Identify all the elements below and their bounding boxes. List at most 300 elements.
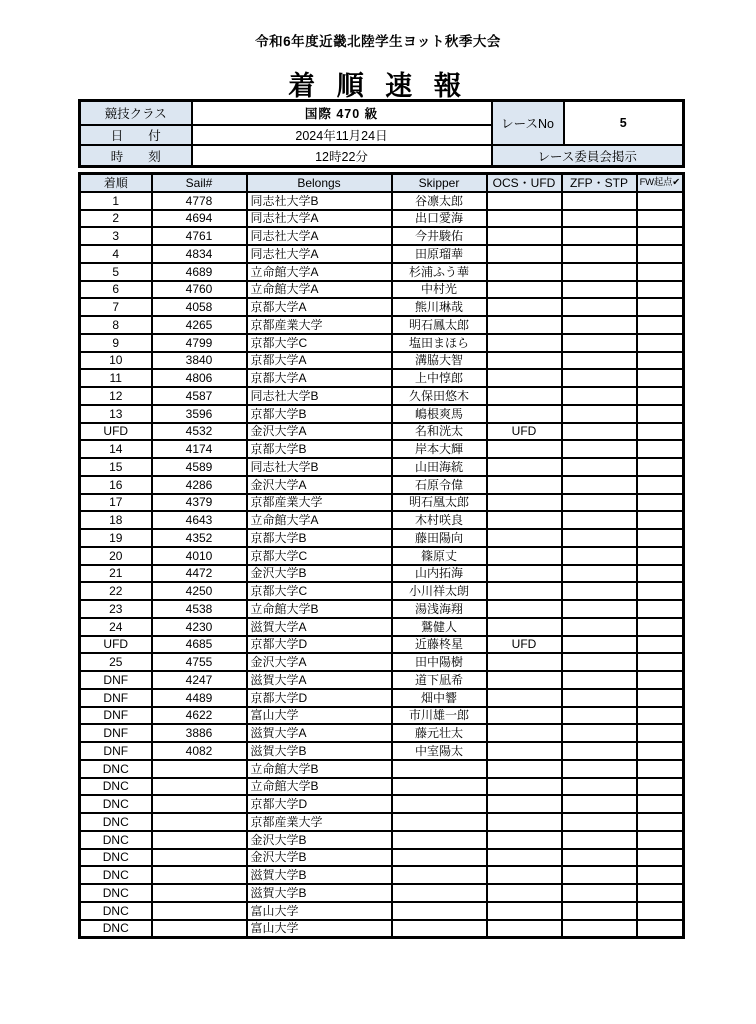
skipper-cell: 中室陽太 — [392, 742, 487, 760]
table-row — [80, 795, 684, 813]
ocs-ufd-cell — [487, 618, 562, 636]
rank-cell: DNC — [80, 778, 152, 796]
skipper-cell: 溝脇大智 — [392, 352, 487, 370]
belongs-cell: 金沢大学B — [247, 849, 392, 867]
sail-number-cell: 4265 — [152, 316, 247, 334]
ocs-ufd-cell — [487, 849, 562, 867]
fw-check-cell — [637, 405, 684, 423]
ocs-ufd-cell — [487, 653, 562, 671]
results-table — [78, 172, 685, 939]
fw-check-cell — [637, 653, 684, 671]
belongs-cell: 立命館大学A — [247, 281, 392, 299]
zfp-stp-cell — [562, 210, 637, 228]
rank-cell: 6 — [80, 281, 152, 299]
table-row — [80, 227, 684, 245]
rank-cell: DNC — [80, 849, 152, 867]
fw-check-cell — [637, 423, 684, 441]
skipper-cell: 道下凪希 — [392, 671, 487, 689]
zfp-stp-cell — [562, 795, 637, 813]
belongs-cell: 同志社大学A — [247, 245, 392, 263]
ocs-ufd-cell — [487, 511, 562, 529]
table-row — [80, 849, 684, 867]
skipper-cell: 上中惇郎 — [392, 369, 487, 387]
table-row — [80, 920, 684, 938]
sail-number-cell — [152, 902, 247, 920]
table-row — [80, 369, 684, 387]
skipper-cell: 山田海統 — [392, 458, 487, 476]
sail-number-cell: 4622 — [152, 707, 247, 725]
ocs-ufd-cell — [487, 582, 562, 600]
ocs-ufd-cell — [487, 902, 562, 920]
skipper-cell: 篠原丈 — [392, 547, 487, 565]
sail-number-cell: 4379 — [152, 494, 247, 512]
rank-cell: DNF — [80, 689, 152, 707]
ocs-ufd-cell — [487, 210, 562, 228]
skipper-cell — [392, 902, 487, 920]
skipper-cell — [392, 866, 487, 884]
ocs-ufd-cell — [487, 458, 562, 476]
fw-check-cell — [637, 547, 684, 565]
zfp-stp-cell — [562, 884, 637, 902]
sail-number-cell — [152, 884, 247, 902]
fw-check-cell — [637, 582, 684, 600]
table-row — [80, 458, 684, 476]
belongs-cell: 同志社大学A — [247, 210, 392, 228]
skipper-cell: 田中陽樹 — [392, 653, 487, 671]
rank-cell: 12 — [80, 387, 152, 405]
skipper-cell — [392, 831, 487, 849]
zfp-stp-cell — [562, 866, 637, 884]
table-row — [80, 334, 684, 352]
zfp-stp-cell — [562, 334, 637, 352]
ocs-ufd-cell — [487, 245, 562, 263]
zfp-stp-cell — [562, 760, 637, 778]
col-header-skipper: Skipper — [392, 174, 487, 192]
belongs-cell: 京都大学B — [247, 529, 392, 547]
ocs-ufd-cell — [487, 742, 562, 760]
skipper-cell: 中村光 — [392, 281, 487, 299]
ocs-ufd-cell — [487, 866, 562, 884]
skipper-cell: 嶋根爽馬 — [392, 405, 487, 423]
ocs-ufd-cell — [487, 192, 562, 210]
zfp-stp-cell — [562, 689, 637, 707]
sail-number-cell — [152, 778, 247, 796]
belongs-cell: 金沢大学A — [247, 423, 392, 441]
fw-check-cell — [637, 636, 684, 654]
belongs-cell: 京都大学D — [247, 795, 392, 813]
table-row — [80, 298, 684, 316]
rank-cell: 2 — [80, 210, 152, 228]
sail-number-cell — [152, 760, 247, 778]
table-row — [80, 831, 684, 849]
table-row — [80, 707, 684, 725]
zfp-stp-cell — [562, 653, 637, 671]
sail-number-cell: 4689 — [152, 263, 247, 281]
rank-cell: DNC — [80, 884, 152, 902]
ocs-ufd-cell — [487, 352, 562, 370]
belongs-cell: 滋賀大学A — [247, 671, 392, 689]
ocs-ufd-cell — [487, 724, 562, 742]
belongs-cell: 滋賀大学A — [247, 724, 392, 742]
page-title: 着 順 速 報 — [288, 71, 468, 101]
rank-cell: 8 — [80, 316, 152, 334]
sail-number-cell: 4472 — [152, 565, 247, 583]
zfp-stp-cell — [562, 920, 637, 938]
sail-number-cell: 4806 — [152, 369, 247, 387]
sail-number-cell: 4685 — [152, 636, 247, 654]
skipper-cell: 湯浅海翔 — [392, 600, 487, 618]
belongs-cell: 京都大学D — [247, 689, 392, 707]
belongs-cell: 京都大学A — [247, 369, 392, 387]
table-row — [80, 387, 684, 405]
col-header-fw-check: FW起点✔ — [637, 174, 684, 192]
table-row — [80, 582, 684, 600]
skipper-cell: 岸本大輝 — [392, 440, 487, 458]
zfp-stp-cell — [562, 742, 637, 760]
zfp-stp-cell — [562, 582, 637, 600]
sail-number-cell: 3886 — [152, 724, 247, 742]
class-value-cell: 国際 470 級 — [192, 101, 492, 126]
ocs-ufd-cell — [487, 760, 562, 778]
rank-cell: 9 — [80, 334, 152, 352]
belongs-cell: 滋賀大学B — [247, 884, 392, 902]
skipper-cell: 藤田陽向 — [392, 529, 487, 547]
belongs-cell: 京都大学B — [247, 440, 392, 458]
skipper-cell: 谷凛太郎 — [392, 192, 487, 210]
zfp-stp-cell — [562, 476, 637, 494]
belongs-cell: 富山大学 — [247, 920, 392, 938]
fw-check-cell — [637, 831, 684, 849]
rank-cell: UFD — [80, 636, 152, 654]
rank-cell: 14 — [80, 440, 152, 458]
belongs-cell: 同志社大学B — [247, 458, 392, 476]
sail-number-cell: 4694 — [152, 210, 247, 228]
committee-note-cell: レース委員会掲示 — [492, 145, 684, 167]
ocs-ufd-cell — [487, 884, 562, 902]
table-row — [80, 689, 684, 707]
fw-check-cell — [637, 369, 684, 387]
rank-cell: 1 — [80, 192, 152, 210]
belongs-cell: 同志社大学A — [247, 227, 392, 245]
ocs-ufd-cell — [487, 600, 562, 618]
rank-cell: 20 — [80, 547, 152, 565]
skipper-cell: 杉浦ふう華 — [392, 263, 487, 281]
fw-check-cell — [637, 742, 684, 760]
sail-number-cell: 4587 — [152, 387, 247, 405]
sail-number-cell: 4589 — [152, 458, 247, 476]
zfp-stp-cell — [562, 316, 637, 334]
rank-cell: 15 — [80, 458, 152, 476]
belongs-cell: 京都大学C — [247, 582, 392, 600]
zfp-stp-cell — [562, 192, 637, 210]
skipper-cell: 藤元壮太 — [392, 724, 487, 742]
fw-check-cell — [637, 334, 684, 352]
skipper-cell — [392, 813, 487, 831]
ocs-ufd-cell — [487, 831, 562, 849]
fw-check-cell — [637, 707, 684, 725]
col-header-ocs-ufd: OCS・UFD — [487, 174, 562, 192]
zfp-stp-cell — [562, 778, 637, 796]
fw-check-cell — [637, 866, 684, 884]
rank-cell: 25 — [80, 653, 152, 671]
zfp-stp-cell — [562, 227, 637, 245]
time-label-cell: 時 刻 — [80, 145, 192, 167]
date-value-cell: 2024年11月24日 — [192, 125, 492, 145]
skipper-cell — [392, 795, 487, 813]
rank-cell: DNF — [80, 671, 152, 689]
sail-number-cell: 4174 — [152, 440, 247, 458]
rank-cell: 13 — [80, 405, 152, 423]
fw-check-cell — [637, 724, 684, 742]
belongs-cell: 金沢大学B — [247, 565, 392, 583]
table-row — [80, 760, 684, 778]
sail-number-cell: 4250 — [152, 582, 247, 600]
fw-check-cell — [637, 458, 684, 476]
fw-check-cell — [637, 281, 684, 299]
ocs-ufd-cell — [487, 440, 562, 458]
table-row — [80, 866, 684, 884]
fw-check-cell — [637, 778, 684, 796]
skipper-cell — [392, 884, 487, 902]
rank-cell: 3 — [80, 227, 152, 245]
rank-cell: 22 — [80, 582, 152, 600]
belongs-cell: 富山大学 — [247, 707, 392, 725]
zfp-stp-cell — [562, 600, 637, 618]
table-row — [80, 813, 684, 831]
skipper-cell: 久保田悠木 — [392, 387, 487, 405]
table-row — [80, 600, 684, 618]
skipper-cell: 近藤柊星 — [392, 636, 487, 654]
rank-cell: DNC — [80, 866, 152, 884]
ocs-ufd-cell — [487, 920, 562, 938]
rank-cell: 10 — [80, 352, 152, 370]
fw-check-cell — [637, 671, 684, 689]
sail-number-cell — [152, 795, 247, 813]
fw-check-cell — [637, 245, 684, 263]
sail-number-cell — [152, 866, 247, 884]
rank-cell: 7 — [80, 298, 152, 316]
ocs-ufd-cell — [487, 405, 562, 423]
sail-number-cell — [152, 920, 247, 938]
table-row — [80, 565, 684, 583]
skipper-cell: 市川雄一郎 — [392, 707, 487, 725]
table-row — [80, 742, 684, 760]
time-value-cell: 12時22分 — [192, 145, 492, 167]
fw-check-cell — [637, 565, 684, 583]
ocs-ufd-cell — [487, 778, 562, 796]
col-header-zfp-stp: ZFP・STP — [562, 174, 637, 192]
fw-check-cell — [637, 849, 684, 867]
skipper-cell — [392, 920, 487, 938]
fw-check-cell — [637, 902, 684, 920]
ocs-ufd-cell: UFD — [487, 423, 562, 441]
col-header-rank: 着順 — [80, 174, 152, 192]
sail-number-cell: 4058 — [152, 298, 247, 316]
rank-cell: 4 — [80, 245, 152, 263]
skipper-cell: 鷲健人 — [392, 618, 487, 636]
fw-check-cell — [637, 316, 684, 334]
zfp-stp-cell — [562, 618, 637, 636]
fw-check-cell — [637, 884, 684, 902]
fw-check-cell — [637, 387, 684, 405]
skipper-cell — [392, 849, 487, 867]
zfp-stp-cell — [562, 636, 637, 654]
table-row — [80, 494, 684, 512]
belongs-cell: 立命館大学B — [247, 600, 392, 618]
zfp-stp-cell — [562, 352, 637, 370]
skipper-cell: 明石凰太郎 — [392, 494, 487, 512]
table-row — [80, 316, 684, 334]
ocs-ufd-cell — [487, 334, 562, 352]
fw-check-cell — [637, 227, 684, 245]
fw-check-cell — [637, 511, 684, 529]
sail-number-cell: 4489 — [152, 689, 247, 707]
race-info-table — [78, 99, 685, 168]
fw-check-cell — [637, 440, 684, 458]
zfp-stp-cell — [562, 902, 637, 920]
rank-cell: DNC — [80, 831, 152, 849]
table-row — [80, 245, 684, 263]
sail-number-cell: 3840 — [152, 352, 247, 370]
ocs-ufd-cell — [487, 565, 562, 583]
sail-number-cell: 4082 — [152, 742, 247, 760]
fw-check-cell — [637, 600, 684, 618]
table-row — [80, 778, 684, 796]
zfp-stp-cell — [562, 565, 637, 583]
zfp-stp-cell — [562, 387, 637, 405]
race-no-label-cell: レースNo — [492, 101, 564, 146]
sail-number-cell: 4532 — [152, 423, 247, 441]
belongs-cell: 同志社大学B — [247, 387, 392, 405]
rank-cell: DNC — [80, 760, 152, 778]
belongs-cell: 京都産業大学 — [247, 316, 392, 334]
ocs-ufd-cell — [487, 476, 562, 494]
skipper-cell: 名和洸太 — [392, 423, 487, 441]
zfp-stp-cell — [562, 298, 637, 316]
table-row — [80, 476, 684, 494]
ocs-ufd-cell — [487, 689, 562, 707]
belongs-cell: 京都大学D — [247, 636, 392, 654]
rank-cell: 18 — [80, 511, 152, 529]
skipper-cell — [392, 778, 487, 796]
sail-number-cell: 4286 — [152, 476, 247, 494]
col-header-belongs: Belongs — [247, 174, 392, 192]
rank-cell: DNF — [80, 742, 152, 760]
zfp-stp-cell — [562, 831, 637, 849]
belongs-cell: 滋賀大学B — [247, 866, 392, 884]
ocs-ufd-cell — [487, 369, 562, 387]
rank-cell: 23 — [80, 600, 152, 618]
table-row — [80, 210, 684, 228]
rank-cell: 5 — [80, 263, 152, 281]
ocs-ufd-cell — [487, 494, 562, 512]
skipper-cell: 山内拓海 — [392, 565, 487, 583]
table-row — [80, 405, 684, 423]
zfp-stp-cell — [562, 423, 637, 441]
rank-cell: UFD — [80, 423, 152, 441]
skipper-cell: 小川祥太朗 — [392, 582, 487, 600]
zfp-stp-cell — [562, 458, 637, 476]
sail-number-cell: 4760 — [152, 281, 247, 299]
zfp-stp-cell — [562, 511, 637, 529]
sail-number-cell: 4761 — [152, 227, 247, 245]
table-row — [80, 636, 684, 654]
table-row — [80, 440, 684, 458]
fw-check-cell — [637, 760, 684, 778]
sail-number-cell — [152, 831, 247, 849]
sail-number-cell: 4247 — [152, 671, 247, 689]
sail-number-cell: 4834 — [152, 245, 247, 263]
title-block — [0, 0, 756, 103]
rank-cell: DNC — [80, 920, 152, 938]
skipper-cell: 今井駿佑 — [392, 227, 487, 245]
zfp-stp-cell — [562, 494, 637, 512]
zfp-stp-cell — [562, 405, 637, 423]
table-row — [80, 724, 684, 742]
zfp-stp-cell — [562, 547, 637, 565]
ocs-ufd-cell — [487, 263, 562, 281]
fw-check-cell — [637, 689, 684, 707]
belongs-cell: 立命館大学B — [247, 760, 392, 778]
table-row — [80, 653, 684, 671]
table-row — [80, 884, 684, 902]
fw-check-cell — [637, 494, 684, 512]
ocs-ufd-cell: UFD — [487, 636, 562, 654]
rank-cell: 16 — [80, 476, 152, 494]
belongs-cell: 同志社大学B — [247, 192, 392, 210]
fw-check-cell — [637, 618, 684, 636]
sail-number-cell: 4778 — [152, 192, 247, 210]
sail-number-cell: 4799 — [152, 334, 247, 352]
skipper-cell: 田原瑠華 — [392, 245, 487, 263]
belongs-cell: 京都産業大学 — [247, 494, 392, 512]
belongs-cell: 金沢大学A — [247, 653, 392, 671]
skipper-cell: 畑中響 — [392, 689, 487, 707]
fw-check-cell — [637, 263, 684, 281]
fw-check-cell — [637, 813, 684, 831]
fw-check-cell — [637, 298, 684, 316]
sail-number-cell — [152, 813, 247, 831]
belongs-cell: 京都大学A — [247, 298, 392, 316]
skipper-cell: 明石鳳太郎 — [392, 316, 487, 334]
belongs-cell: 立命館大学A — [247, 263, 392, 281]
table-row — [80, 547, 684, 565]
belongs-cell: 滋賀大学B — [247, 742, 392, 760]
skipper-cell: 石原令偉 — [392, 476, 487, 494]
rank-cell: DNF — [80, 707, 152, 725]
ocs-ufd-cell — [487, 707, 562, 725]
zfp-stp-cell — [562, 263, 637, 281]
col-header-sail: Sail# — [152, 174, 247, 192]
rank-cell: DNC — [80, 902, 152, 920]
table-row — [80, 902, 684, 920]
fw-check-cell — [637, 795, 684, 813]
belongs-cell: 富山大学 — [247, 902, 392, 920]
fw-check-cell — [637, 210, 684, 228]
sail-number-cell: 4352 — [152, 529, 247, 547]
zfp-stp-cell — [562, 724, 637, 742]
skipper-cell: 木村咲良 — [392, 511, 487, 529]
zfp-stp-cell — [562, 245, 637, 263]
zfp-stp-cell — [562, 281, 637, 299]
zfp-stp-cell — [562, 529, 637, 547]
rank-cell: 11 — [80, 369, 152, 387]
fw-check-cell — [637, 920, 684, 938]
sail-number-cell: 4230 — [152, 618, 247, 636]
fw-check-cell — [637, 352, 684, 370]
skipper-cell — [392, 760, 487, 778]
rank-cell: 17 — [80, 494, 152, 512]
